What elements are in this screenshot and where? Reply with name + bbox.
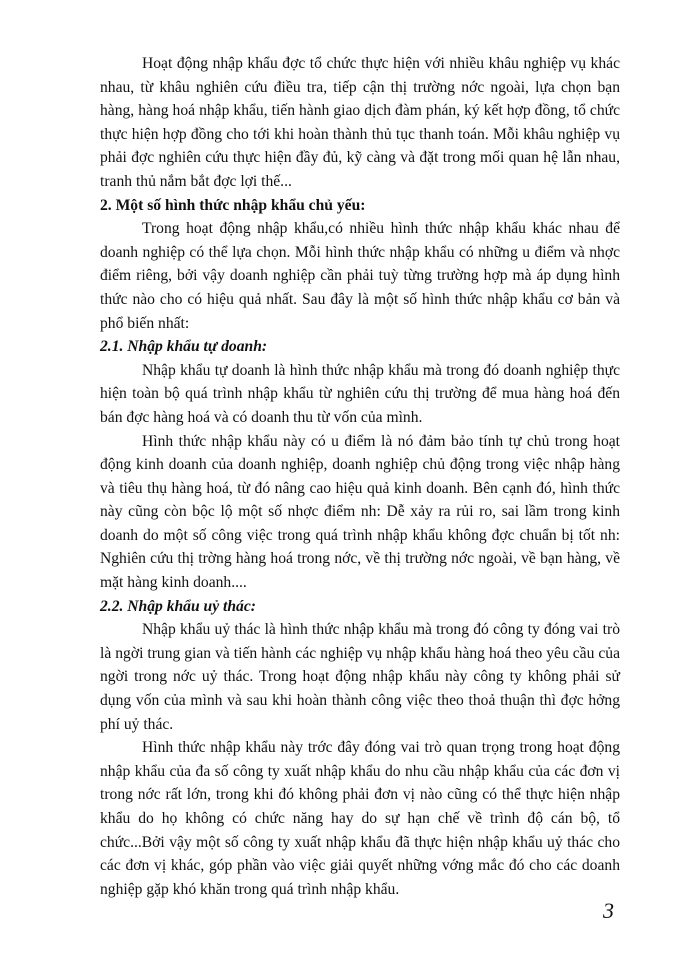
paragraph: Nhập khẩu tự doanh là hình thức nhập khẩu mà trong đó doanh nghiệp thực hiện toàn bộ quá trình nhập khẩu từ nghiên cứu thị trường để mua hàng hoá đến bán đợc hàng hoá và có doanh thu từ vốn của mình. [100,361,620,426]
paragraph: Hình thức nhập khẩu này trớc đây đóng vai trò quan trọng trong hoạt động nhập khẩu của đa số công ty xuất nhập khẩu do nhu cầu nhập khẩu của các đơn vị trong nớc rất lớn, trong khi đó không phải đơn vị nào cũng có thể thực hiện nhập khẩu do họ không có chức năng hay do sự hạn chế về trình độ cán bộ, tổ chức...Bởi vậy một số công ty xuất nhập khẩu đã thực hiện nhập khẩu uỷ thác cho các đơn vị khác, góp phần vào việc giải quyết những vớng mắc đó cho các doanh nghiệp gặp khó khăn trong quá trình nhập khẩu. [100,739,620,898]
paragraph: Hoạt động nhập khẩu đợc tổ chức thực hiện với nhiều khâu nghiệp vụ khác nhau, từ khâu nghiên cứu điều tra, tiếp cận thị trường nớc ngoài, lựa chọn bạn hàng, hàng hoá nhập khẩu, tiến hành giao dịch đàm phán, ký kết hợp đồng, tổ chức thực hiện hợp đồng cho tới khi hoàn thành thủ tục thanh toán. Mỗi khâu nghiệp vụ phải đợc nghiên cứu thực hiện đầy đủ, kỹ càng và đặt trong mối quan hệ lẫn nhau, tranh thủ nắm bắt đợc lợi thế... [100,55,620,190]
paragraph: Hình thức nhập khẩu này có u điểm là nó đảm bảo tính tự chủ trong hoạt động kinh doanh của doanh nghiệp, doanh nghiệp chủ động trong việc nhập hàng và tiêu thụ hàng hoá, từ đó nâng cao hiệu quả kinh doanh. Bên cạnh đó, hình thức này cũng còn bộc lộ một số nhợc điểm nh: Dễ xảy ra rủi ro, sai lầm trong kinh doanh do một số công việc trong quá trình nhập khẩu không đợc chuẩn bị tốt nh: Nghiên cứu thị trờng hàng hoá trong nớc, về thị trường nớc ngoài, về bạn hàng, về mặt hàng kinh doanh.... [100,432,620,592]
document-body [100,52,620,901]
paragraph: Trong hoạt động nhập khẩu,có nhiều hình thức nhập khẩu khác nhau để doanh nghiệp có thể lựa chọn. Mỗi hình thức nhập khẩu có những u điểm và nhợc điểm riêng, bởi vậy doanh nghiệp cần phải tuỳ từng trường hợp mà áp dụng hình thức nào cho có hiệu quả nhất. Sau đây là một số hình thức nhập khẩu cơ bản và phổ biến nhất: [100,220,620,332]
page-number: 3 [603,898,614,923]
subsection-heading: 2.2. Nhập khẩu uỷ thác: [100,597,256,615]
section-heading: 2. Một số hình thức nhập khẩu chủ yếu: [100,196,366,214]
paragraph: Nhập khẩu uỷ thác là hình thức nhập khẩu mà trong đó công ty đóng vai trò là ngời trung gian và tiến hành các nghiệp vụ nhập khẩu hàng hoá theo yêu cầu của ngời trong nớc uỷ thác. Trong hoạt động nhập khẩu này công ty không phải sử dụng vốn của mình và sau khi hoàn thành công việc theo thoả thuận thì đợc hởng phí uỷ thác. [100,621,620,733]
subsection-heading: 2.1. Nhập khẩu tự doanh: [100,338,268,356]
